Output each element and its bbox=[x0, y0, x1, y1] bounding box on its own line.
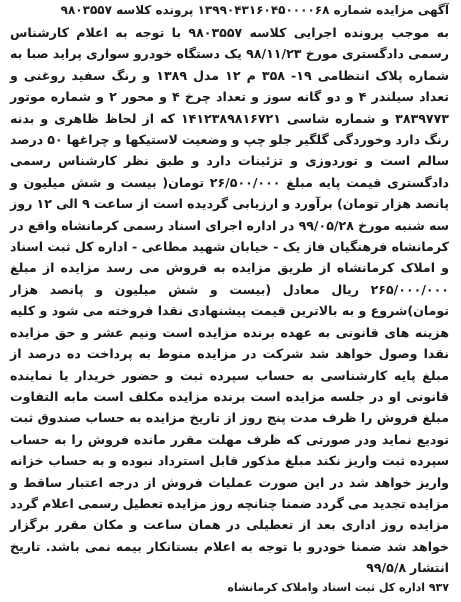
notice-body: به موجب پرونده اجرایی کلاسه ۹۸۰۳۵۵۷ با توجه به اعلام کارشناس رسمی دادگستری مورخ ۹۸/۱۱/۲۳ یک دستگاه خودرو سواری پراید صبا به شماره پلاک انتظامی ۱۹- ۳۵۸ م ۱۲ مدل ۱۳۸۹ و رنگ سفید روغنی و تعداد سیلندر ۴ و دو گانه سوز و تعداد چرخ ۴ و محور ۲ و شماره موتور ۳۸۳۹۷۷۳ و شماره شاسی ۱۴۱۲۳۸۹۸۱۶۷۲۱ که از لحاظ ظاهری و بدنه رنگ دارد وخوردگی گلگیر جلو چپ و وضعیت لاستیکها و چراغها ۵۰ درصد سالم است و توردوزی و تزئینات دارد و طبق نظر کارشناس رسمی دادگستری قیمت پایه مبلغ ۲۶/۵۰۰/۰۰۰ تومان( بیست و شش میلیون و پانصد هزار تومان) برآورد و ارزیابی گردیده است از ساعت ۹ الی ۱۲ روز سه شنبه مورخ ۹۹/۰۵/۲۸ در اداره اجرای اسناد رسمی کرمانشاه واقع در کرمانشاه فرهنگیان فاز یک - خیابان شهید مطاعی - اداره کل ثبت اسناد و املاک کرمانشاه از طریق مزایده به فروش می رسد مزایده از مبلغ ۲۶۵/۰۰۰/۰۰۰ ریال معادل (بیست و شش میلیون و پانصد هزار تومان)شروع و به بالاترین قیمت پیشنهادی نقدا فروخته می شود و کلیه هزینه های قانونی به عهده برنده مزایده است ونیم عشر و حق مزایده نقدا وصول خواهد شد شرکت در مزایده منوط به پرداخت ده درصد از مبلغ پایه کارشناسی به حساب سپرده ثبت و حضور خریدار یا نماینده قانونی او در جلسه مزایده است برنده مزایده مکلف است مابه التفاوت مبلغ فروش را ظرف مدت پنج روز از تاریخ مزایده به حساب صندوق ثبت تودیع نماید ودر صورتی که ظرف مهلت مقرر مانده فروش را به حساب سپرده ثبت واریز نکند مبلغ مذکور قابل استرداد نبوده و به حساب خزانه واریز خواهد شد در این صورت عملیات فروش از درجه اعتبار ساقط و مزایده تجدید می گردد ضمنا چنانچه روز مزایده تعطیل رسمی اعلام گردد مزایده روز اداری بعد از تعطیلی در همان ساعت و مکان مقرر برگزار خواهد شد ضمنا خودرو با توجه به اعلام بستانکار بیمه نمی باشد. تاریخ انتشار ۹۹/۵/۸ bbox=[10, 25, 450, 576]
notice-header: آگهی مزایده شماره ۱۳۹۹۰۴۳۱۶۰۴۵۰۰۰۰۶۸ پرونده کلاسه ۹۸۰۳۵۵۷ bbox=[60, 3, 449, 17]
notice-footer: ۹۳۷ اداره کل ثبت اسناد واملاک کرمانشاه bbox=[227, 580, 449, 594]
